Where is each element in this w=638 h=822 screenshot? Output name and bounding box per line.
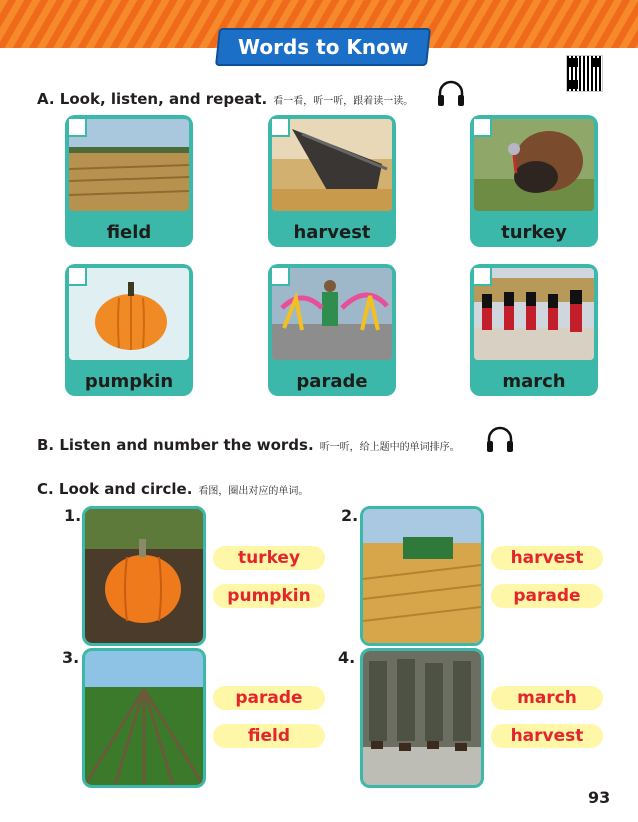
page-title: Words to Know xyxy=(237,35,409,59)
section-a-heading xyxy=(37,90,413,108)
card-word: turkey xyxy=(501,222,567,243)
section-c-heading xyxy=(37,480,308,498)
card-word: field xyxy=(106,222,152,243)
card-word: harvest xyxy=(293,222,371,243)
headphone-icon[interactable] xyxy=(436,80,466,108)
section-c-label: C. Look and circle. xyxy=(37,480,193,498)
parade-photo xyxy=(272,268,392,360)
section-c-chinese: 看图，圈出对应的单词。 xyxy=(198,486,309,497)
pumpkin-field-photo xyxy=(82,506,206,646)
march-photo xyxy=(474,268,594,360)
title-banner xyxy=(215,28,431,66)
choice-pill[interactable]: parade xyxy=(491,584,603,608)
section-b-heading xyxy=(37,436,460,454)
choice-pill[interactable]: parade xyxy=(213,686,325,710)
vocab-card-pumpkin xyxy=(65,264,193,396)
combine-harvest-photo xyxy=(360,506,484,646)
item-number: 2. xyxy=(341,506,359,525)
card-word: parade xyxy=(296,371,368,392)
choice-pill[interactable]: pumpkin xyxy=(213,584,325,608)
card-word: march xyxy=(502,371,566,392)
section-b-chinese: 听一听，给上题中的单词排序。 xyxy=(319,442,460,453)
choice-pill[interactable]: turkey xyxy=(213,546,325,570)
item-number: 1. xyxy=(64,506,82,525)
vocab-card-turkey xyxy=(470,115,598,247)
item-number: 4. xyxy=(338,648,356,667)
choice-pill[interactable]: harvest xyxy=(491,546,603,570)
section-a-chinese: 看一看，听一听，跟着读一读。 xyxy=(273,96,414,107)
qr-code-icon[interactable] xyxy=(566,55,603,92)
harvest-photo xyxy=(272,119,392,211)
page-number: 93 xyxy=(588,788,611,807)
vocab-card-parade xyxy=(268,264,396,396)
turkey-photo xyxy=(474,119,594,211)
number-checkbox[interactable] xyxy=(472,266,492,286)
crop-field-photo xyxy=(82,648,206,788)
item-number: 3. xyxy=(62,648,80,667)
pumpkin-photo xyxy=(69,268,189,360)
vocab-card-field xyxy=(65,115,193,247)
choice-pill[interactable]: march xyxy=(491,686,603,710)
number-checkbox[interactable] xyxy=(270,266,290,286)
section-a-label: A. Look, listen, and repeat. xyxy=(37,90,268,108)
soldiers-marching-photo xyxy=(360,648,484,788)
field-photo xyxy=(69,119,189,211)
section-b-label: B. Listen and number the words. xyxy=(37,436,314,454)
number-checkbox[interactable] xyxy=(472,117,492,137)
vocab-card-march xyxy=(470,264,598,396)
choice-pill[interactable]: harvest xyxy=(491,724,603,748)
choice-pill[interactable]: field xyxy=(213,724,325,748)
number-checkbox[interactable] xyxy=(270,117,290,137)
headphone-icon[interactable] xyxy=(485,426,515,454)
vocab-card-harvest xyxy=(268,115,396,247)
card-word: pumpkin xyxy=(84,371,174,392)
number-checkbox[interactable] xyxy=(67,266,87,286)
number-checkbox[interactable] xyxy=(67,117,87,137)
